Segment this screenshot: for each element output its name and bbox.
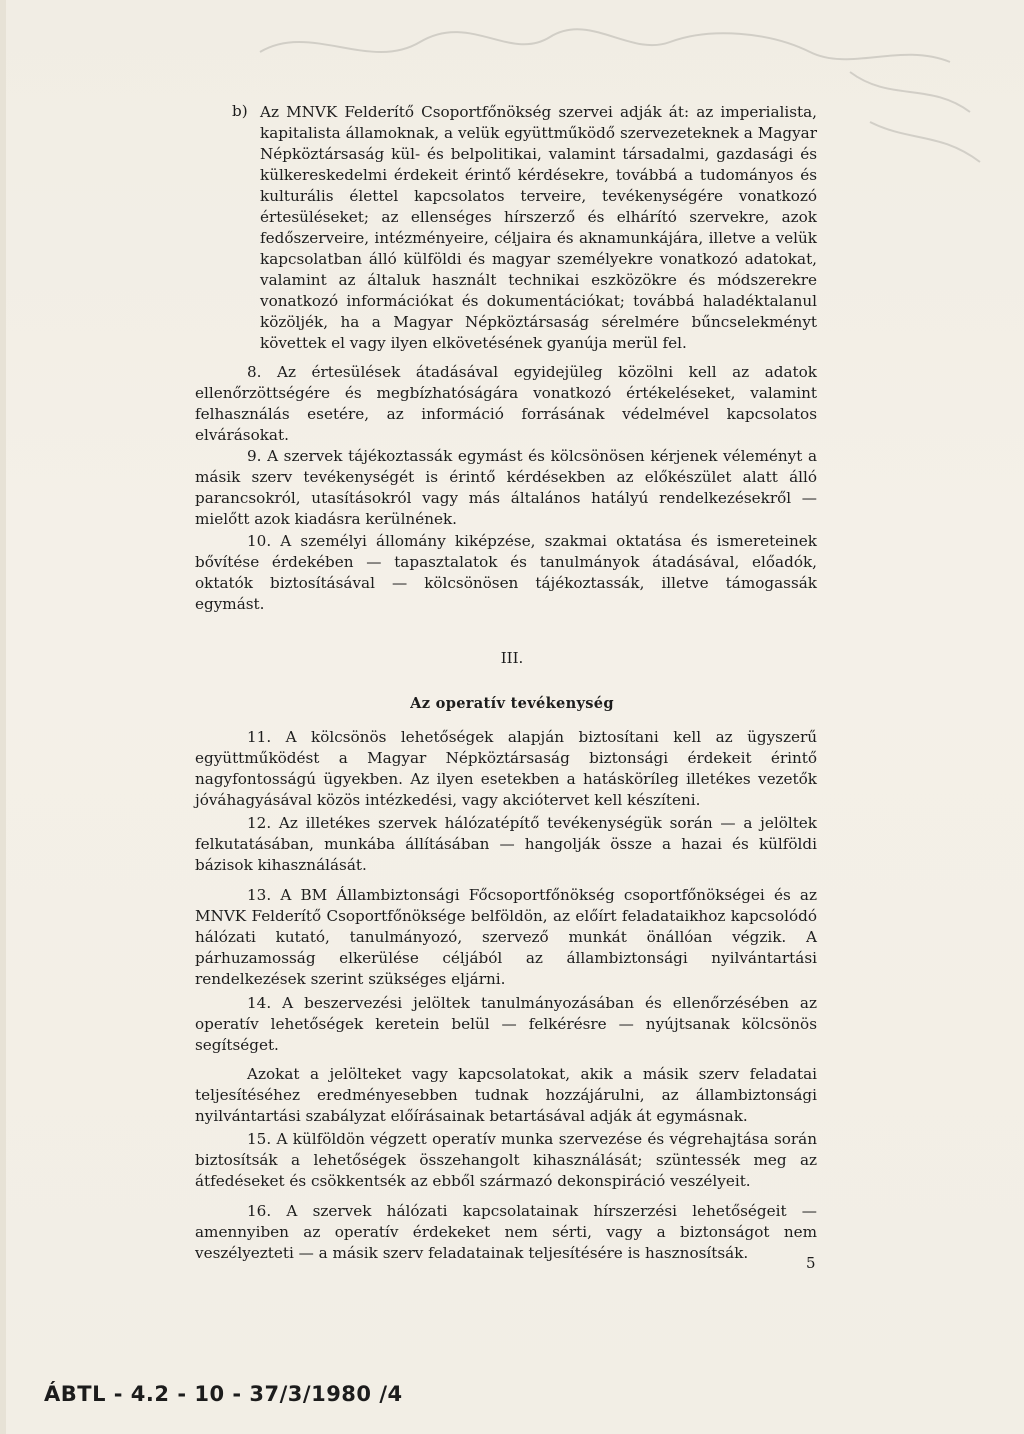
paragraph-12: 12. Az illetékes szervek hálózatépítő tevékenységük során — a jelöltek felkutatásában, munkába állításában — hangolják össze a hazai és külföldi bázisok kihasználását. [195, 814, 817, 874]
paragraph-15: 15. A külföldön végzett operatív munka szervezése és végrehajtása során biztosítsák a lehetőségek összehangolt kihasználását; szüntessék meg az átfedéseket és csökkentsék az ebből származó dekonspiráció veszélyeit. [195, 1130, 817, 1190]
paragraph-8: 8. Az értesülések átadásával egyidejüleg közölni kell az adatok ellenőrzöttségére és megbízhatóságára vonatkozó értékeléseket, valamint felhasználás esetére, az információ forrásának védelmével kapcsolatos elvárásokat. [195, 363, 817, 444]
section-number: III. [500, 649, 524, 667]
paragraph-16: 16. A szervek hálózati kapcsolatainak hírszerzési lehetőségeit — amennyiben az operatív érdekeket nem sérti, vagy a biztonságot nem veszélyezteti — a másik szerv feladatainak teljesítésére is hasznosítsák. [195, 1202, 817, 1262]
page-number: 5 [806, 1254, 816, 1272]
section-title: Az operatív tevékenység [410, 695, 614, 712]
paragraph-11: 11. A kölcsönös lehetőségek alapján biztosítani kell az ügyszerű együttműködést a Magyar Népköztársaság biztonsági érdekeit érintő nagyfontosságú ügyekben. Az ilyen esetekben a hatásköríleg illetékes vezetők jóváhagyásával közös intézkedési, vagy akciótervet kell készíteni. [195, 728, 817, 809]
paragraph-9: 9. A szervek tájékoztassák egymást és kölcsönösen kérjenek véleményt a másik szerv tevékenységét is érintő kérdésekben az előkészület alatt álló parancsokról, utasításokról vagy más általános hatályú rendelkezésekről — mielőtt azok kiadásra kerülnének. [195, 447, 817, 528]
archive-reference: ÁBTL - 4.2 - 10 - 37/3/1980 /4 [44, 1382, 403, 1406]
paragraph-13: 13. A BM Állambiztonsági Főcsoportfőnökség csoportfőnökségei és az MNVK Felderítő Csoportfőnöksége belföldön, az előírt feladataikhoz kapcsolódó hálózati kutató, tanulmányozó, szervező munkát önállóan végzik. A párhuzamosság elkerülése céljából az állambiztonsági nyilvántartási rendelkezések szerint szükséges eljárni. [195, 886, 817, 988]
paragraph-14-continued: Azokat a jelölteket vagy kapcsolatokat, akik a másik szerv feladatai teljesítéséhez eredményesebben tudnak hozzájárulni, az állambiztonsági nyilvántartási szabályzat előírásainak betartásával adják át egymásnak. [195, 1065, 817, 1125]
paragraph-10: 10. A személyi állomány kiképzése, szakmai oktatása és ismereteinek bővítése érdekében — tapasztalatok és tanulmányok átadásával, előadók, oktatók biztosításával — kölcsönösen tájékoztassák, illetve támogassák egymást. [195, 532, 817, 613]
paragraph-14: 14. A beszervezési jelöltek tanulmányozásában és ellenőrzésében az operatív lehetőségek keretein belül — felkérésre — nyújtsanak kölcsönös segítséget. [195, 994, 817, 1054]
item-b-label: b) [232, 102, 248, 120]
page-edge [0, 0, 6, 1434]
item-b-paragraph: Az MNVK Felderítő Csoportfőnökség szervei adják át: az imperialista, kapitalista államoknak, a velük együttműködő szervezeteknek a Magyar Népköztársaság kül- és belpolitikai, valamint társadalmi, gazdasági és külkereskedelmi érdekeit érintő kérdésekre, továbbá a tudományos és kulturális élettel kapcsolatos terveire, tevékenységére vonatkozó értesüléseket; az ellenséges hírszerző és elhárító szervekre, azok fedőszerveire, intézményeire, céljaira és aknamunkájára, illetve a velük kapcsolatban álló külföldi és magyar személyekre vonatkozó adatokat, valamint az általuk használt technikai eszközökre és módszerekre vonatkozó információkat és dokumentációkat; továbbá haladéktalanul közöljék, ha a Magyar Népköztársaság sérelmére bűncselekményt követtek el vagy ilyen elkövetésének gyanúja merül fel. [260, 103, 817, 352]
